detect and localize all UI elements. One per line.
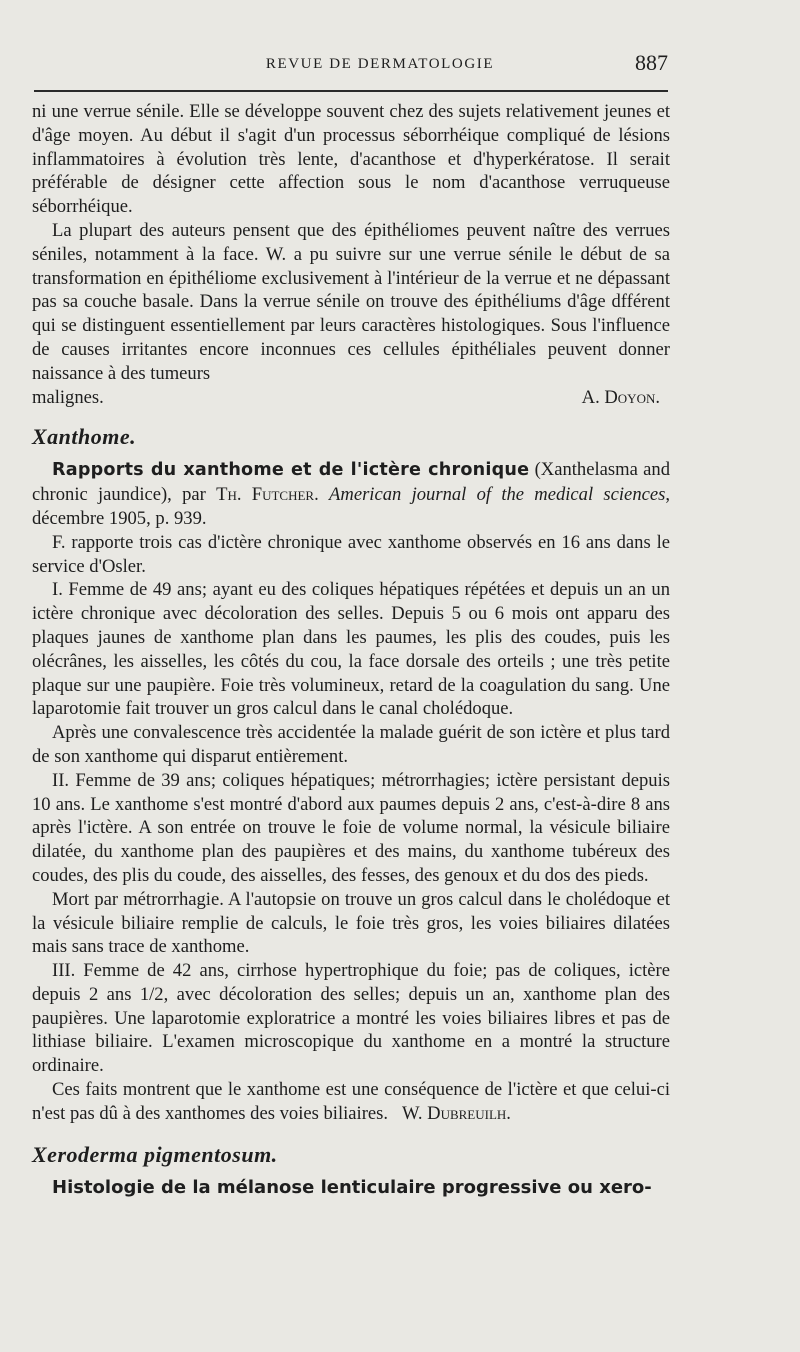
signature-dubreuilh: W. Dubreuilh. — [402, 1102, 511, 1124]
paragraph-case-1-outcome: Après une convalescence très accidentée la malade guérit de son ictère et plus tard de son xanthome qui disparut entièrement. — [32, 722, 670, 767]
paragraph-case-1: I. Femme de 49 ans; ayant eu des coliques hépatiques répétées et depuis un an un ictère chronique avec décoloration des selles. Depuis 5 ou 6 mois ont apparu des plaques jaunes de xanthome plan dans les paumes, les plis des coudes, puis les olécrânes, les aisselles, les côtés du cou, la face dorsale des orteils ; une très petite plaque sur une paupière. Foie très volumineux, retard de la coagulation du sang. Une laparotomie fait trouver un gros calcul dans le canal cholédoque. — [32, 579, 670, 720]
signature-doyon: A. Doyon. — [581, 386, 660, 408]
paragraph-conclusion — [32, 1078, 670, 1126]
paragraph-case-2-autopsy: Mort par métrorrhagie. A l'autopsie on trouve un gros calcul dans le cholédoque et la vésicule biliaire remplie de calculs, le foie très gros, les voies biliaires dilatées mais sans trace de xanthome. — [32, 888, 670, 958]
page-number: 887 — [635, 50, 668, 75]
article-sep: . — [314, 484, 330, 506]
section-heading-xanthome: Xanthome. — [32, 424, 137, 450]
article-body — [32, 100, 670, 1200]
article-journal: American journal of the medical sciences — [329, 484, 666, 506]
paragraph-epitheliomes: La plupart des auteurs pensent que des épithéliomes peuvent naître des verrues séniles, notamment à la face. W. a pu suivre sur une verrue sénile le début de sa transformation en épithéliome exclusivement à l'intérieur de la verrue et ne dépassant pas sa couche basale. Dans la verrue sénile on trouve des épithéliums d'âge dfférent qui se distinguent essentiellement par leurs caractères histologiques. Sous l'influence de causes irritantes encore inconnues ces cellules épithéliales peuvent donner naissance à des tumeurs — [32, 219, 670, 384]
paragraph-epitheliomes-end — [32, 386, 670, 410]
section-heading-xeroderma: Xeroderma pigmentosum. — [32, 1141, 278, 1167]
running-title: REVUE DE DERMATOLOGIE — [265, 56, 495, 72]
article-author: Th. Futcher — [216, 484, 315, 506]
article-title-2: Histologie de la mélanose lenticulaire progressive ou xero- — [52, 1176, 652, 1198]
paragraph-case-3: III. Femme de 42 ans, cirrhose hypertrophique du foie; pas de coliques, ictère depuis 2 ans 1/2, avec décoloration des selles; depuis un an, xanthome plan des paupières. Une laparotomie exploratrice a montré les voies biliaires libres et pas de lithiase biliaire. L'examen microscopique du xanthome en a montré la structure ordinaire. — [32, 960, 670, 1077]
paragraph-case-2: II. Femme de 39 ans; coliques hépatiques; métrorrhagies; ictère persistant depuis 10 ans. Le xanthome s'est montré d'abord aux paumes depuis 2 ans, c'est-à-dire 8 ans après l'ictère. A son entrée on trouve le foie de volume normal, la vésicule biliaire dilatée, du xanthome plan des paupières et des mains, du xanthome tubéreux des coudes, des plis du coude, des aisselles, des fesses, des genoux et du dos des pieds. — [32, 769, 670, 886]
conclusion-text: Ces faits montrent que le xanthome est une conséquence de l'ictère et que celui-ci n'est pas dû à des xanthomes des voies biliaires. — [32, 1079, 670, 1124]
article-subtitle: (Xanthelasma and chronic jaundice), par — [32, 459, 671, 506]
running-head — [32, 50, 668, 80]
article-title: Rapports du xanthome et de l'ictère chronique — [52, 460, 530, 481]
header-rule — [34, 90, 668, 92]
article-title-block — [32, 458, 670, 530]
paragraph-last-word: malignes. — [32, 386, 104, 408]
article-date: , décembre 1905, p. 939. — [32, 484, 671, 529]
paragraph-continuation: ni une verrue sénile. Elle se développe souvent chez des sujets relativement jeunes et d'âge moyen. Au début il s'agit d'un processus séborrhéique compliqué de lésions inflammatoires à évolution très lente, d'acanthose et d'hyperkératose. Il serait préférable de désigner cette affection sous le nom d'acanthose verruqueuse séborrhéique. — [32, 101, 670, 218]
paragraph-intro: F. rapporte trois cas d'ictère chronique avec xanthome observés en 16 ans dans le service d'Osler. — [32, 531, 670, 577]
